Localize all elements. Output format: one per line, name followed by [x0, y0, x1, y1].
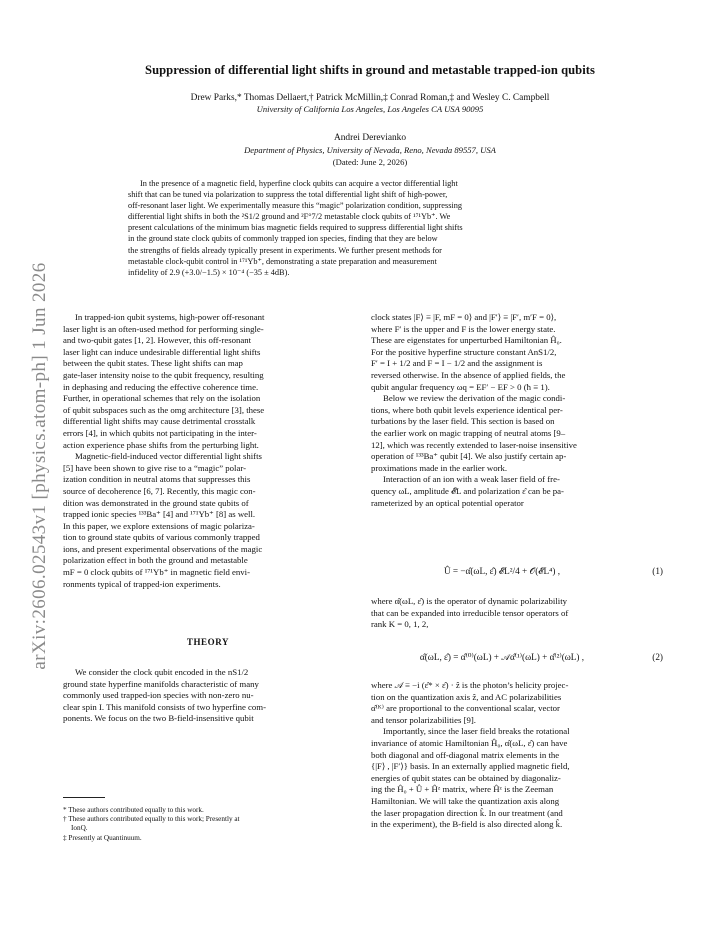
body-line: and tensor polarizabilities [9].: [371, 714, 476, 725]
body-line: Further, in operational schemes that rely on the isolation: [63, 393, 261, 404]
body-line: tion to ground state qubits of various commonly trapped: [63, 532, 260, 543]
body-line: mF = 0 clock qubits of ¹⁷¹Yb⁺ in magnetic field envi-: [63, 567, 250, 578]
body-line: We consider the clock qubit encoded in the nS1/2: [75, 667, 249, 677]
body-line: in the experiment), the B-field is also directed along k̂.: [371, 819, 563, 830]
right-column-a: [371, 312, 663, 509]
body-line: rank K = 0, 1, 2,: [371, 619, 429, 630]
body-line: quency ωL, amplitude 𝓔L and polarization ε̂ can be pa-: [371, 485, 564, 496]
body-line: turbations by the laser field. This section is based on: [371, 416, 555, 427]
footnote: IonQ.: [71, 824, 88, 833]
abstract-line: the strengths of fields already typically present in experiments. We further present methods for: [128, 245, 442, 255]
body-line: qubit angular frequency ωq = EF′ − EF > 0 (ħ ≡ 1).: [371, 381, 550, 392]
paper-title: Suppression of differential light shifts in ground and metastable trapped-ion qubits: [145, 63, 595, 77]
abstract-line: in the ground state clock qubits of commonly trapped ion species, finding that they are below: [128, 234, 438, 244]
body-line: ions, and present experimental observations of the magic: [63, 543, 263, 554]
body-line: between the qubit states. These light shifts can map: [63, 358, 243, 369]
body-line: Importantly, since the laser field breaks the rotational: [383, 726, 570, 737]
body-line: invariance of atomic Hamiltonian Ĥ₀, α̂(ωL, ε̂) can have: [371, 737, 568, 748]
body-line: trapped ionic species ¹³³Ba⁺ [4] and ¹⁷¹Yb⁺ [8] as well.: [63, 509, 256, 520]
body-line: ronments typical of trapped-ion experiments.: [63, 578, 221, 589]
body-line: action experience phase shifts from the perturbing light.: [63, 439, 259, 450]
body-line: of qubit subspaces such as the omg architecture [3], these: [63, 404, 265, 415]
equation-2-body: α̂(ωL, ε̂) = α̂⁽⁰⁾(ωL) + 𝒜α̂⁽¹⁾(ωL) + α̂⁽²⁾(ωL) ,: [419, 652, 585, 662]
body-line: These are eigenstates for unperturbed Hamiltonian Ĥ₀.: [371, 335, 562, 346]
body-line: energies of qubit states can be obtained by diagonaliz-: [371, 772, 561, 783]
author-list: Drew Parks,* Thomas Dellaert,† Patrick McMillin,‡ Conrad Roman,‡ and Wesley C. Campbell: [190, 93, 550, 103]
body-line: ing the Ĥ₀ + Û + Ĥᶻ matrix, where Ĥᶻ is the Zeeman: [371, 784, 554, 795]
body-line: α̂⁽ᴷ⁾ are proportional to the conventional scalar, vector: [371, 703, 560, 714]
footnote: ‡ Presently at Quantinuum.: [63, 833, 142, 842]
footnote-rule: [63, 797, 105, 798]
body-line: in dephasing and reducing the effective coherence time.: [63, 381, 259, 392]
arxiv-identifier-stamp: arXiv:2606.02543v1 [physics.atom-ph] 1 Jun 2026: [29, 262, 50, 670]
body-line: where 𝒜 ≡ −i (ε̂* × ε̂) · ẑ is the photon’s helicity projec-: [371, 680, 569, 690]
body-line: F′ = I + 1/2 and F = I − 1/2 and the assignment is: [371, 358, 543, 369]
body-line: both diagonal and off-diagonal matrix elements in the: [371, 749, 560, 760]
body-line: [5] have been shown to give rise to a “magic” polar-: [63, 462, 247, 473]
equation-2-number: (2): [652, 652, 663, 662]
body-line: operation of ¹³³Ba⁺ qubit [4]. We also justify certain ap-: [371, 451, 567, 462]
section-heading-theory: THEORY: [186, 637, 230, 647]
body-line: ground state hyperfine manifolds characteristic of many: [63, 678, 259, 689]
right-column-b: [371, 596, 663, 631]
body-line: proximations made in the earlier work.: [371, 462, 508, 473]
body-line: errors [4], in which qubits not participating in the inter-: [63, 427, 257, 438]
body-line: polarization effect in both the ground and metastable: [63, 555, 248, 566]
body-line: In trapped-ion qubit systems, high-power off-resonant: [75, 312, 265, 322]
affiliation-ucla: University of California Los Angeles, Los Angeles CA USA 90095: [256, 104, 484, 114]
body-line: the earlier work on magic trapping of neutral atoms [9–: [371, 427, 566, 438]
left-column-intro: [63, 312, 353, 590]
body-line: Below we review the derivation of the magic condi-: [383, 393, 566, 404]
body-line: source of decoherence [6, 7]. Recently, this magic con-: [63, 485, 256, 496]
footnote: † These authors contributed equally to this work; Presently at: [63, 815, 240, 824]
body-line: reversed otherwise. In the absence of applied fields, the: [371, 369, 566, 380]
body-line: tion on the quantization axis ẑ, and AC polarizabilities: [371, 691, 562, 702]
body-line: gate-laser intensity noise to the qubit frequency, resulting: [63, 369, 264, 380]
footnote: * These authors contributed equally to this work.: [63, 806, 204, 814]
body-line: rameterized by an optical potential operator: [371, 497, 524, 508]
abstract-line: differential light shifts in both the ²S1/2 ground and ²F°7/2 metastable clock qubits of ¹⁷¹Yb⁺. We: [128, 212, 451, 222]
affiliation-nevada: Department of Physics, University of Nevada, Reno, Nevada 89557, USA: [244, 145, 496, 155]
body-line: Interaction of an ion with a weak laser field of fre-: [383, 474, 560, 485]
date-line: (Dated: June 2, 2026): [332, 157, 408, 167]
abstract-line: off-resonant laser light. We experimentally measure this “magic” polarization condition, suppressing: [128, 201, 463, 211]
abstract-line: In the presence of a magnetic field, hyperfine clock qubits can acquire a vector differential light: [140, 179, 458, 188]
equation-1-body: Û = −α̂(ωL, ε̂) 𝓔L²/4 + 𝒪(𝓔L⁴) ,: [443, 566, 561, 576]
abstract-line: metastable clock-qubit control in ¹⁷¹Yb⁺, demonstrating a state preparation and measurement: [128, 256, 437, 266]
right-column-c: [371, 680, 663, 831]
body-line: In this paper, we explore extensions of magic polariza-: [63, 520, 255, 531]
body-line: differential light shifts may cause detrimental crosstalk: [63, 416, 256, 427]
body-line: tions, where both qubit levels experience identical per-: [371, 404, 563, 415]
equation-1-number: (1): [652, 566, 663, 576]
footnotes: [63, 806, 353, 843]
body-line: ponents. We focus on the two B-field-insensitive qubit: [63, 713, 254, 724]
body-line: laser light is an often-used method for performing single-: [63, 323, 264, 334]
body-line: laser light can induce undesirable differential light shifts: [63, 346, 261, 357]
body-line: {|F⟩ , |F′⟩} basis. In an externally applied magnetic field,: [371, 761, 570, 772]
body-line: For the positive hyperfine structure constant AnS1/2,: [371, 346, 557, 357]
author-derevianko: Andrei Derevianko: [333, 133, 407, 143]
abstract-line: shift that can be tuned via polarization to suppress the total differential light shift of high-power,: [128, 190, 448, 200]
body-line: commonly used trapped-ion species with non-zero nu-: [63, 690, 254, 701]
body-line: 12], which was recently extended to laser-noise insensitive: [371, 439, 577, 450]
theory-paragraph: [63, 667, 353, 725]
body-line: clock states |F⟩ ≡ |F, mF = 0⟩ and |F′⟩ ≡ |F′, m′F = 0⟩,: [371, 312, 557, 322]
body-line: where F′ is the upper and F is the lower energy state.: [371, 323, 556, 334]
body-line: the laser propagation direction k̂. In our treatment (and: [371, 807, 563, 818]
body-line: Hamiltonian. We will take the quantization axis along: [371, 795, 560, 806]
abstract-line: infidelity of 2.9 (+3.0/−1.5) × 10⁻⁴ (−35 ± 4dB).: [128, 267, 290, 277]
body-line: and two-qubit gates [1, 2]. However, this off-resonant: [63, 335, 252, 346]
body-line: where α̂(ωL, ε̂) is the operator of dynamic polarizability: [371, 596, 567, 606]
abstract: [128, 178, 598, 278]
body-line: ization condition in neutral atoms that suppresses this: [63, 474, 251, 485]
body-line: that can be expanded into irreducible tensor operators of: [371, 607, 569, 618]
abstract-line: present calculations of the minimum bias magnetic fields required to suppress differential light shifts: [128, 223, 463, 233]
body-line: clear spin I. This manifold consists of two hyperfine com-: [63, 701, 266, 712]
body-line: Magnetic-field-induced vector differential light shifts: [75, 451, 262, 462]
body-line: dition was demonstrated in the ground state qubits of: [63, 497, 249, 508]
